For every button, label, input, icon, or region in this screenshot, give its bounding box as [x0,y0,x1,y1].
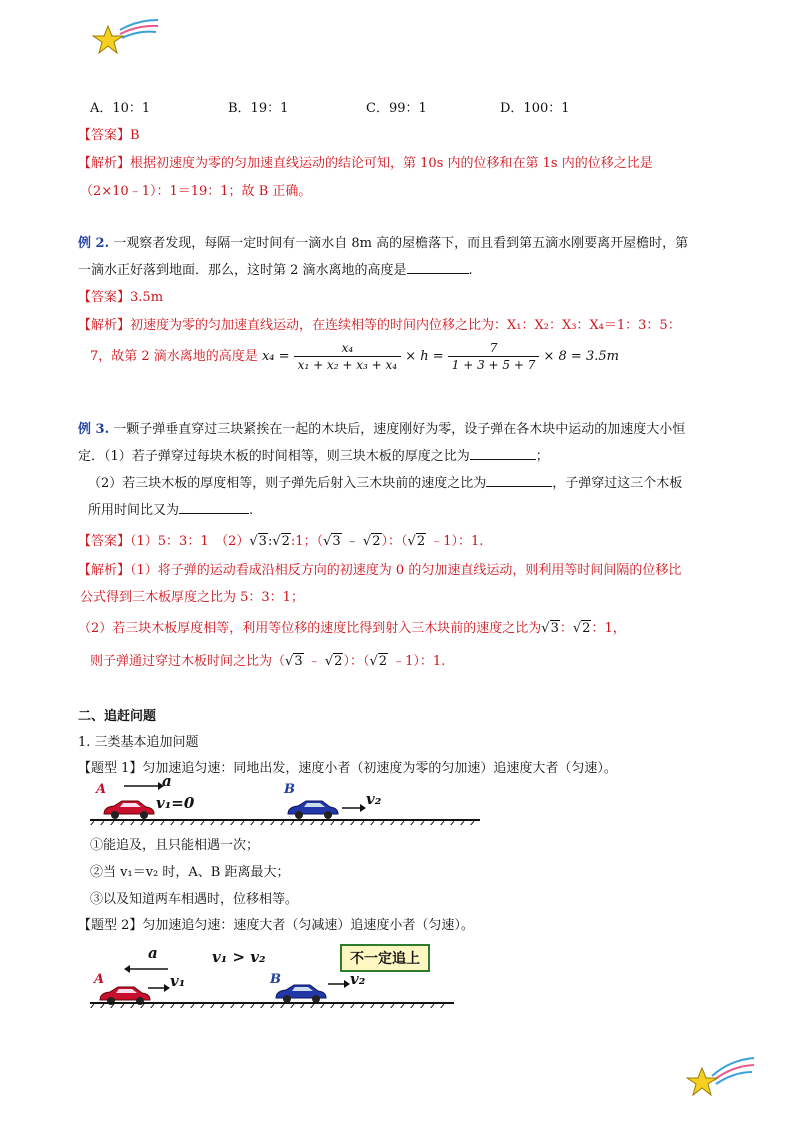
arrow-icon [328,978,350,990]
ex3-question-line1 [78,418,685,437]
q1-answer [78,124,140,143]
formula-fraction-2 [448,340,540,373]
ex2-blank[interactable] [407,261,469,274]
star-decoration-icon [92,16,162,58]
analysis-tag: 【解析】 [78,563,131,578]
ex3-q4: 所用时间比又为 [88,503,180,518]
ex3-answer: 【答案】（1）5：3：1 （2）√3:√2:1；（√3 ﹣ √2）：（√2 ﹣1）：1. [78,534,484,549]
accel-label: a [148,944,158,962]
ex2-analysis-line2 [90,340,619,373]
formula-numerator: 7 [448,340,540,357]
formula-lhs: x₄ = [261,349,290,364]
analysis-text: 根据初速度为零的匀加速直线运动的结论可知，第 10s 内的位移和在第 1s 内的位移之比是 [130,156,653,171]
ex3-q3: （2）若三块木板的厚度相等，则子弹先后射入三木块前的速度之比为 [88,476,487,491]
car-b-icon [274,982,328,1004]
not-necessarily-catch-up-stamp: 不一定追上 [340,944,430,972]
analysis-tag: 【解析】 [78,318,131,333]
ex3-q4-end: . [249,503,254,518]
option-a: A．10：1 [90,101,151,116]
car-a-label: A [96,782,107,797]
formula-end: × 8 = 3.5m [543,349,619,364]
ex2-q2: 一滴水正好落到地面．那么，这时第 2 滴水离地的高度是 [78,263,407,278]
sqrt-symbol: √3 [323,534,341,549]
condition-label: v₁ > v₂ [212,948,266,966]
v2-label: v₂ [366,790,382,808]
type1-description: 【题型 1】匀加速追匀速：同地出发，速度小者（初速度为零的匀加速）追速度大者（匀速）。 [78,761,617,776]
ex3-blank-1[interactable] [470,447,536,460]
arrow-icon [124,780,164,792]
car-a-icon [102,798,156,820]
q1-analysis-line2: （2×10﹣1）：1＝19：1；故 B 正确。 [80,184,312,199]
formula-mid: × h = [405,349,444,364]
ex2-analysis-line1 [78,314,681,333]
ex2-question-line2 [78,259,473,278]
ex3-analysis-line4: 则子弹通过穿过木板时间之比为（√3 ﹣ √2）：（√2 ﹣1）：1. [90,654,446,669]
car-b-label: B [270,972,281,987]
type1-point-2: ②当 v₁＝v₂ 时，A、B 距离最大； [90,865,290,880]
star-decoration-icon [686,1052,758,1098]
ex3-question-line2 [78,445,549,464]
ex3-q2-end: ； [535,449,549,464]
formula-numerator: x₄ [294,340,401,357]
section-subheading: 1. 三类基本追加问题 [78,735,199,750]
analysis-text: （1）将子弹的运动看成沿相反方向的初速度为 0 的匀加速直线运动，则利用等时间间隔的位移比 [130,563,682,578]
ex2-q1: 一观察者发现，每隔一定时间有一滴水自 8m 高的屋檐落下，而且看到第五滴水刚要离开屋檐时，第 [113,236,689,251]
type1-point-1: ①能追及，且只能相遇一次； [90,838,260,853]
ex3-q3-end: ，子弹穿过这三个木板 [552,476,683,491]
ex3-question-line4 [88,499,253,518]
analysis-text: 7，故第 2 滴水离地的高度是 [90,349,258,364]
car-a-label: A [94,972,105,987]
ex3-analysis-line1 [78,559,681,578]
sqrt-symbol: √2 [324,654,343,669]
arrow-icon [148,982,170,994]
arrow-icon [342,802,366,814]
type1-point-3: ③以及知道两车相遇时，位移相等。 [90,892,299,907]
answer-tag: 【答案】 [78,128,131,143]
arrow-icon [124,964,168,974]
ex2-label: 例 2. [78,236,110,251]
road-line [90,1002,454,1008]
v1-label: v₁=0 [156,794,195,812]
ex2-question-line1 [78,232,688,251]
q1-analysis-line1 [78,152,653,171]
sqrt-symbol: √3 [541,621,559,636]
ex2-q2-end: . [468,263,473,278]
sqrt-symbol: √2 [572,621,591,636]
ex3-blank-2[interactable] [486,474,552,487]
section-heading: 二、追赶问题 [78,709,157,724]
option-c: C．99：1 [366,101,427,116]
ex2-answer [78,286,163,305]
v1-label: v₁ [170,972,186,990]
option-d: D．100：1 [500,101,570,116]
answer-value: 3.5m [130,290,164,305]
figure-2 [90,942,460,1002]
formula-denominator: x₁ + x₂ + x₃ + x₄ [297,358,398,372]
ex3-analysis-line2: 公式得到三木板厚度之比为 5：3：1； [80,590,304,605]
formula-denominator: 1 + 3 + 5 + 7 [451,358,536,372]
ex3-q1: 一颗子弹垂直穿过三块紧挨在一起的木块后，速度刚好为零，设子弹在各木块中运动的加速度大小恒 [113,422,686,437]
ex3-blank-3[interactable] [179,501,249,514]
sqrt-symbol: √2 [362,534,381,549]
ex3-question-line3 [88,472,682,491]
analysis-tag: 【解析】 [78,156,131,171]
accel-label: a [162,772,172,790]
ex3-analysis-line3: （2）若三块木板厚度相等，利用等位移的速度比得到射入三木块前的速度之比为√3：√2：1， [78,621,626,636]
ex3-label: 例 3. [78,422,110,437]
analysis-text: 初速度为零的匀加速直线运动，在连续相等的时间内位移之比为：X₁：X₂：X₃：X₄＝1：3：5： [130,318,681,333]
ex3-q2: 定．（1）若子弹穿过每块木板的时间相等，则三块木板的厚度之比为 [78,449,470,464]
car-b-icon [286,798,340,820]
formula-fraction-1 [294,340,401,373]
sqrt-symbol: √2 [407,534,426,549]
car-b-label: B [284,782,295,797]
answer-tag: 【答案】 [78,290,131,305]
sqrt-symbol: √2 [369,654,388,669]
answer-value: B [130,128,140,143]
v2-label: v₂ [350,970,366,988]
sqrt-symbol: √2 [272,534,290,549]
answer-part-1: （1）5：3：1 （2） [130,534,250,549]
road-line [90,819,480,825]
answer-tag: 【答案】 [78,534,131,549]
sqrt-symbol: √3 [285,654,303,669]
type2-description: 【题型 2】匀加速追匀速：速度大者（匀减速）追速度小者（匀速）。 [78,918,474,933]
option-b: B．19：1 [228,101,289,116]
sqrt-symbol: √3 [249,534,267,549]
